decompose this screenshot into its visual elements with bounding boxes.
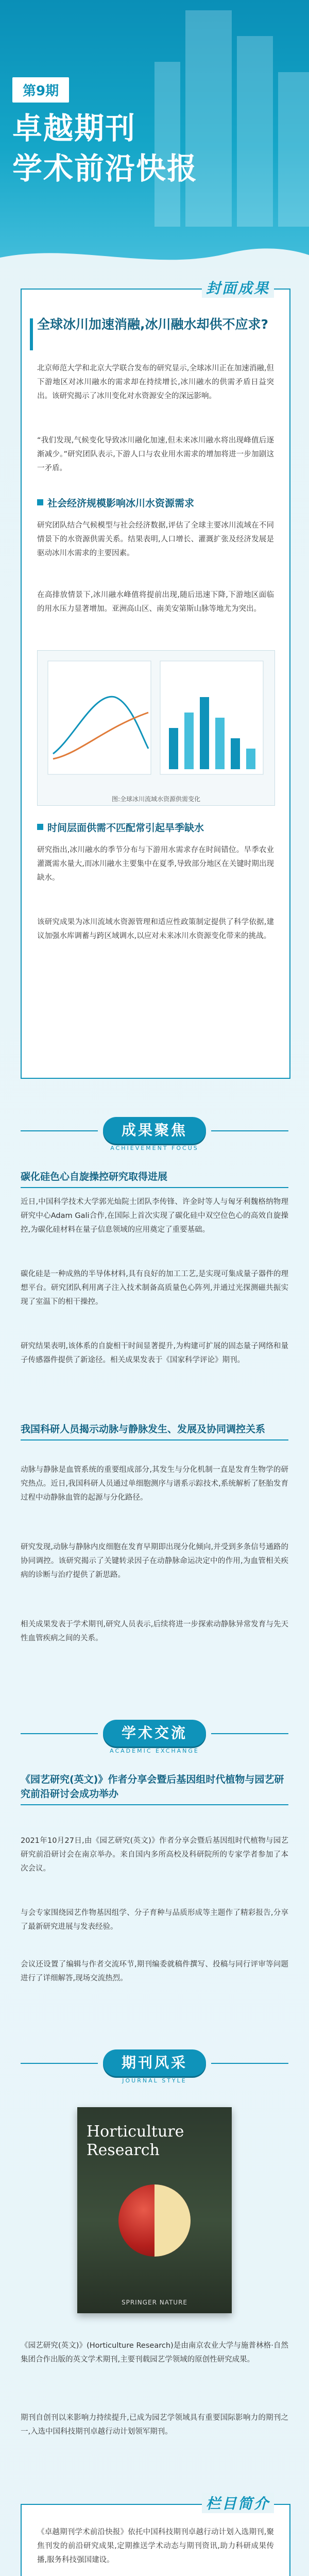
section-label: 学术交流 (103, 1720, 206, 1747)
section-label-en: ACHIEVEMENT FOCUS (110, 1145, 199, 1151)
square-bullet-icon (37, 824, 43, 830)
section-label-en: JOURNAL STYLE (122, 2077, 187, 2084)
article-paragraph: 研究结果表明,该体系的自旋相干时间显著提升,为构建可扩展的固态量子网络和量子传感器件提供了新途径。相关成果发表于《国家科学评论》期刊。 (21, 1342, 288, 1364)
figure-caption: 图:全球冰川流域水资源供需变化 (111, 795, 201, 803)
banner-line (211, 2063, 288, 2064)
cover-article-paragraph: 研究指出,冰川融水的季节分布与下游用水需求存在时间错位。旱季农业灌溉需水量大,而冰川融水主要集中在夏季,导致部分地区在关键时期出现缺水。 (37, 846, 274, 882)
article-paragraph: 会议还设置了编辑与作者交流环节,期刊编委就稿件撰写、投稿与同行评审等问题进行了详细解答,现场交流热烈。 (21, 1960, 288, 1982)
banner-line (211, 1130, 288, 1131)
title-accent-bar (30, 318, 33, 350)
section-banner-exchange (0, 1710, 309, 1757)
article-paragraph: 期刊自创刊以来影响力持续提升,已成为园艺学领域具有重要国际影响力的期刊之一,入选中国科技期刊卓越行动计划领军期刊。 (21, 2414, 288, 2436)
banner-line (21, 1733, 98, 1734)
section-banner-achievement (0, 1108, 309, 1154)
square-bullet-icon (37, 499, 43, 505)
cover-article-title-text: 全球冰川加速消融,冰川融水却供不应求? (37, 317, 269, 332)
header-banner (0, 0, 309, 268)
figure-graphic (38, 651, 273, 790)
page-title (12, 108, 301, 189)
journal-cover-title: Horticulture Research (87, 2123, 184, 2159)
title-line-2: 学术前沿快报 (12, 151, 198, 186)
banner-line (21, 2063, 98, 2064)
column-intro-tag: 栏目简介 (202, 2493, 274, 2513)
section-label: 成果聚焦 (103, 1117, 206, 1144)
cover-article-paragraph: 该研究成果为冰川流域水资源管理和适应性政策制定提供了科学依据,建议加强水库调蓄与跨区域调水,以应对未来冰川水资源变化带来的挑战。 (37, 918, 274, 940)
banner-line (211, 1733, 288, 1734)
journal-publisher: SPRINGER NATURE (121, 2299, 188, 2306)
cover-article-paragraph: 北京师范大学和北京大学联合发布的研究显示,全球冰川正在加速消融,但下游地区对冰川融水的需求却在持续增长,冰川融水的供需矛盾日益突出。该研究揭示了冰川变化对水资源安全的深远影响。 (37, 364, 274, 400)
banner-line (21, 1130, 98, 1131)
cover-article-subheading (37, 496, 279, 510)
section-label-en: ACADEMIC EXCHANGE (110, 1748, 199, 1754)
subheading-text: 时间层面供需不匹配常引起旱季缺水 (47, 822, 204, 834)
wave-divider (0, 242, 309, 268)
article-title: 碳化硅色心自旋操控研究取得进展 (21, 1170, 288, 1188)
cover-article-paragraph: 在高排放情景下,冰川融水峰值将提前出现,随后迅速下降,下游地区面临的用水压力显著增加。亚洲高山区、南美安第斯山脉等地尤为突出。 (37, 591, 274, 613)
column-intro-box (21, 2495, 290, 2576)
figure-image (37, 650, 275, 806)
subheading-text: 社会经济规模影响冰川水资源需求 (47, 498, 195, 509)
article-title: 我国科研人员揭示动脉与静脉发生、发展及协同调控关系 (21, 1422, 288, 1440)
section-label: 期刊风采 (103, 2049, 206, 2076)
cover-article-paragraph: 研究团队结合气候模型与社会经济数据,评估了全球主要冰川流域在不同情景下的水资源供需关系。结果表明,人口增长、灌溉扩张及经济发展是驱动冰川水需求的主要因素。 (37, 521, 274, 557)
apple-cut-illustration (154, 2184, 191, 2257)
section-banner-journal (0, 2040, 309, 2087)
journal-cover-image (77, 2107, 232, 2313)
article-paragraph: 动脉与静脉是血管系统的重要组成部分,其发生与分化机制一直是发育生物学的研究热点。近日,我国科研人员通过单细胞测序与谱系示踪技术,系统解析了胚胎发育过程中动静脉血管的起源与分化路径。 (21, 1466, 288, 1502)
cover-article-subheading (37, 820, 279, 834)
article-paragraph: 《园艺研究(英文)》(Horticulture Research)是由南京农业大学与施普林格·自然集团合作出版的英文学术期刊,主要刊载园艺学领域的原创性研究成果。 (21, 2342, 288, 2364)
cover-article-tag: 封面成果 (202, 277, 274, 298)
article-paragraph: 研究发现,动脉与静脉内皮细胞在发育早期即出现分化倾向,并受到多条信号通路的协同调控。该研究揭示了关键转录因子在动静脉命运决定中的作用,为血管相关疾病的诊断与治疗提供了新思路。 (21, 1543, 288, 1579)
cover-article-paragraph: “我们发现,气候变化导致冰川融化加速,但未来冰川融水将出现峰值后逐渐减少。”研究团队表示,下游人口与农业用水需求的增加将进一步加剧这一矛盾。 (37, 436, 274, 472)
title-line-1: 卓越期刊 (12, 111, 136, 146)
issue-number: 第9期 (12, 77, 69, 103)
cover-article-card (21, 280, 290, 1079)
article-paragraph: 2021年10月27日,由《园艺研究(英文)》作者分享会暨后基因组时代植物与园艺研究前沿研讨会在南京举办。来自国内多所高校及科研院所的专家学者参加了本次会议。 (21, 1837, 288, 1873)
column-intro-text: 《卓越期刊学术前沿快报》依托中国科技期刊卓越行动计划入选期刊,聚焦刊发的前沿研究成果,定期推送学术动态与期刊资讯,助力科研成果传播,服务科技强国建设。 (37, 2528, 274, 2564)
article-paragraph: 相关成果发表于学术期刊,研究人员表示,后续将进一步探索动静脉异常发育与先天性血管疾病之间的关系。 (21, 1620, 288, 1642)
article-title: 《园艺研究(英文)》作者分享会暨后基因组时代植物与园艺研究前沿研讨会成功举办 (21, 1772, 288, 1805)
article-paragraph: 近日,中国科学技术大学郭光灿院士团队李传锋、许金时等人与匈牙利魏格纳物理研究中心Adam Gali合作,在国际上首次实现了碳化硅中双空位色心的高效自旋操控,为碳化硅材料在量子信息领域的应用奠定了重要基础。 (21, 1198, 288, 1234)
cover-article-title (37, 315, 274, 334)
article-paragraph: 与会专家围绕园艺作物基因组学、分子育种与品质形成等主题作了精彩报告,分享了最新研究进展与发表经验。 (21, 1909, 288, 1931)
article-paragraph: 碳化硅是一种成熟的半导体材料,具有良好的加工工艺,是实现可集成量子器件的理想平台。研究团队利用离子注入技术制备高质量色心阵列,并通过光探测磁共振实现了室温下的相干操控。 (21, 1270, 288, 1306)
